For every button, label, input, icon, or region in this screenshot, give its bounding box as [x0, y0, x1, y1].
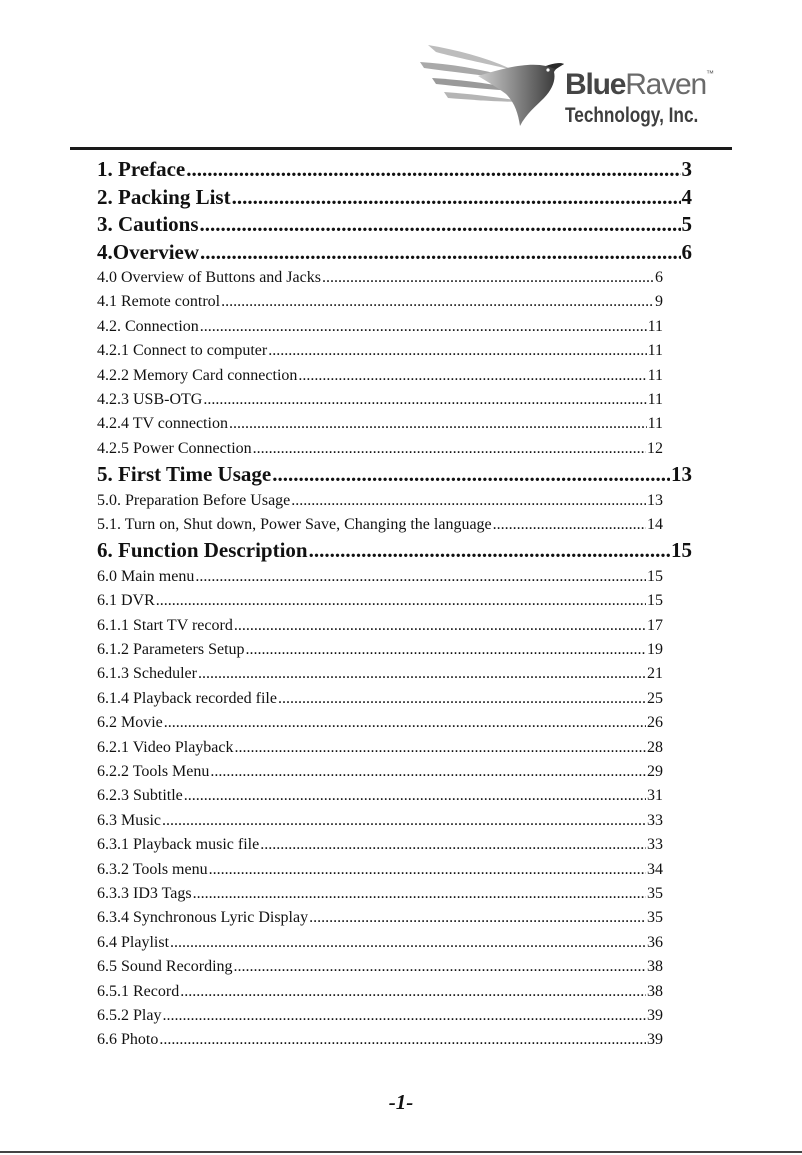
- footer-divider: [0, 1151, 802, 1153]
- toc-leader-dots: [298, 364, 646, 388]
- toc-entry-page: 35: [647, 909, 663, 927]
- toc-entry-title: 6.1.1 Start TV record: [97, 616, 233, 634]
- toc-leader-dots: [180, 980, 646, 1004]
- toc-section-entry[interactable]: [97, 882, 663, 906]
- toc-chapter-entry[interactable]: [97, 239, 692, 267]
- toc-entry-page: 11: [647, 390, 663, 408]
- toc-section-entry[interactable]: [97, 412, 663, 436]
- toc-leader-dots: [234, 955, 646, 979]
- toc-section-entry[interactable]: [97, 980, 663, 1004]
- toc-leader-dots: [162, 1004, 646, 1028]
- toc-entry-title: 6.3.1 Playback music file: [97, 836, 260, 854]
- toc-entry-page: 17: [647, 616, 663, 634]
- toc-leader-dots: [209, 858, 646, 882]
- toc-entry-title: 1. Preface: [97, 157, 186, 181]
- toc-leader-dots: [184, 784, 646, 808]
- toc-entry-page: 38: [647, 958, 663, 976]
- toc-section-entry[interactable]: [97, 315, 663, 339]
- toc-entry-title: 6.5.2 Play: [97, 1006, 162, 1024]
- toc-chapter-entry[interactable]: [97, 156, 692, 184]
- toc-section-entry[interactable]: [97, 711, 663, 735]
- toc-entry-title: 6.5.1 Record: [97, 982, 180, 1000]
- toc-entry-page: 36: [647, 933, 663, 951]
- toc-entry-title: 6.4 Playlist: [97, 933, 170, 951]
- toc-entry-page: 13: [647, 491, 663, 509]
- toc-entry-title: 4.2.4 TV connection: [97, 415, 228, 433]
- toc-entry-page: 15: [647, 592, 663, 610]
- toc-section-entry[interactable]: [97, 931, 663, 955]
- toc-leader-dots: [200, 211, 681, 239]
- toc-entry-page: 11: [647, 415, 663, 433]
- toc-entry-page: 31: [647, 787, 663, 805]
- toc-entry-title: 6.1.2 Parameters Setup: [97, 641, 245, 659]
- toc-entry-page: 39: [647, 1006, 663, 1024]
- toc-section-entry[interactable]: [97, 662, 663, 686]
- page-number: -1-: [388, 1090, 414, 1114]
- toc-section-entry[interactable]: [97, 266, 663, 290]
- toc-entry-page: 33: [647, 811, 663, 829]
- toc-entry-title: 6.6 Photo: [97, 1031, 159, 1049]
- toc-section-entry[interactable]: [97, 760, 663, 784]
- toc-entry-title: 3. Cautions: [97, 212, 199, 236]
- toc-entry-page: 28: [647, 738, 663, 756]
- toc-leader-dots: [195, 565, 646, 589]
- header-divider: [70, 147, 732, 150]
- toc-section-entry[interactable]: [97, 364, 663, 388]
- logo-brand-word2: Raven: [625, 68, 706, 101]
- toc-entry-page: 15: [671, 538, 692, 563]
- toc-leader-dots: [260, 833, 646, 857]
- toc-entry-page: 11: [647, 317, 663, 335]
- company-logo: [418, 40, 738, 135]
- toc-entry-title: 4.Overview: [97, 239, 200, 264]
- toc-leader-dots: [268, 339, 646, 363]
- toc-leader-dots: [203, 388, 646, 412]
- toc-section-entry[interactable]: [97, 489, 663, 513]
- toc-leader-dots: [322, 266, 654, 290]
- toc-entry-title: 6.5 Sound Recording: [97, 958, 233, 976]
- toc-section-entry[interactable]: [97, 1004, 663, 1028]
- table-of-contents: [97, 156, 692, 1053]
- toc-entry-title: 6.2.3 Subtitle: [97, 787, 183, 805]
- toc-entry-page: 5: [681, 212, 692, 236]
- toc-leader-dots: [156, 589, 646, 613]
- toc-entry-title: 4.2.3 USB-OTG: [97, 390, 203, 408]
- toc-section-entry[interactable]: [97, 858, 663, 882]
- toc-entry-title: 4.2.5 Power Connection: [97, 439, 252, 457]
- toc-entry-page: 34: [647, 860, 663, 878]
- logo-brand-word1: Blue: [565, 68, 626, 101]
- toc-section-entry[interactable]: [97, 638, 663, 662]
- toc-entry-page: 21: [647, 665, 663, 683]
- toc-entry-page: 29: [647, 763, 663, 781]
- toc-section-entry[interactable]: [97, 614, 663, 638]
- toc-section-entry[interactable]: [97, 388, 663, 412]
- toc-chapter-entry[interactable]: [97, 537, 692, 565]
- toc-entry-title: 6.1.3 Scheduler: [97, 665, 197, 683]
- toc-leader-dots: [234, 614, 646, 638]
- toc-entry-title: 6. Function Description: [97, 538, 308, 563]
- toc-entry-title: 4.1 Remote control: [97, 293, 221, 311]
- toc-leader-dots: [232, 184, 681, 212]
- toc-entry-page: 25: [647, 689, 663, 707]
- toc-entry-page: 11: [647, 366, 663, 384]
- toc-section-entry[interactable]: [97, 833, 663, 857]
- toc-entry-title: 6.2.1 Video Playback: [97, 738, 234, 756]
- toc-entry-title: 6.3.4 Synchronous Lyric Display: [97, 909, 309, 927]
- toc-leader-dots: [493, 513, 646, 537]
- toc-entry-title: 6.3 Music: [97, 811, 161, 829]
- toc-section-entry[interactable]: [97, 955, 663, 979]
- toc-entry-title: 4.2. Connection: [97, 317, 199, 335]
- toc-leader-dots: [198, 662, 646, 686]
- toc-entry-title: 6.1 DVR: [97, 592, 155, 610]
- toc-leader-dots: [170, 931, 646, 955]
- toc-section-entry[interactable]: [97, 589, 663, 613]
- toc-entry-page: 26: [647, 714, 663, 732]
- toc-leader-dots: [278, 687, 646, 711]
- toc-section-entry[interactable]: [97, 687, 663, 711]
- toc-entry-title: 6.1.4 Playback recorded file: [97, 689, 277, 707]
- toc-section-entry[interactable]: [97, 809, 663, 833]
- toc-leader-dots: [200, 315, 647, 339]
- toc-section-entry[interactable]: [97, 1028, 663, 1052]
- toc-entry-title: 6.0 Main menu: [97, 567, 195, 585]
- toc-entry-title: 5.0. Preparation Before Usage: [97, 491, 291, 509]
- toc-section-entry[interactable]: [97, 906, 663, 930]
- toc-chapter-entry[interactable]: [97, 211, 692, 239]
- toc-leader-dots: [272, 461, 670, 489]
- logo-trademark: ™: [705, 69, 714, 78]
- toc-leader-dots: [246, 638, 646, 662]
- toc-leader-dots: [186, 156, 680, 184]
- toc-entry-title: 5. First Time Usage: [97, 462, 272, 487]
- toc-entry-page: 35: [647, 884, 663, 902]
- toc-entry-page: 9: [655, 293, 663, 311]
- toc-section-entry[interactable]: [97, 513, 663, 537]
- toc-section-entry[interactable]: [97, 290, 663, 314]
- toc-leader-dots: [235, 736, 647, 760]
- toc-entry-title: 6.3.3 ID3 Tags: [97, 884, 192, 902]
- toc-entry-page: 38: [647, 982, 663, 1000]
- toc-entry-page: 13: [671, 462, 692, 487]
- toc-chapter-entry[interactable]: [97, 461, 692, 489]
- toc-entry-title: 6.2 Movie: [97, 714, 163, 732]
- toc-entry-page: 6: [681, 239, 692, 264]
- toc-section-entry[interactable]: [97, 437, 663, 461]
- toc-entry-title: 5.1. Turn on, Shut down, Power Save, Changing the language: [97, 516, 492, 534]
- toc-leader-dots: [200, 239, 680, 267]
- toc-entry-page: 33: [647, 836, 663, 854]
- toc-leader-dots: [291, 489, 646, 513]
- toc-entry-title: 6.3.2 Tools menu: [97, 860, 208, 878]
- toc-entry-page: 11: [647, 342, 663, 360]
- toc-entry-title: 4.2.2 Memory Card connection: [97, 366, 298, 384]
- logo-subtitle: Technology, Inc.: [565, 104, 699, 127]
- toc-entry-page: 39: [647, 1031, 663, 1049]
- toc-entry-page: 15: [647, 567, 663, 585]
- toc-leader-dots: [162, 809, 646, 833]
- toc-entry-page: 3: [681, 157, 692, 181]
- toc-entry-page: 12: [647, 439, 663, 457]
- toc-leader-dots: [253, 437, 646, 461]
- toc-leader-dots: [193, 882, 646, 906]
- toc-section-entry[interactable]: [97, 565, 663, 589]
- toc-leader-dots: [164, 711, 646, 735]
- toc-leader-dots: [309, 906, 646, 930]
- toc-entry-title: 4.2.1 Connect to computer: [97, 342, 268, 360]
- toc-leader-dots: [210, 760, 646, 784]
- raven-logo-icon: [418, 40, 568, 135]
- toc-leader-dots: [229, 412, 647, 436]
- logo-brand-name: [565, 70, 714, 100]
- toc-entry-page: 4: [681, 184, 692, 209]
- toc-section-entry[interactable]: [97, 784, 663, 808]
- toc-entry-title: 2. Packing List: [97, 184, 231, 209]
- toc-leader-dots: [221, 290, 654, 314]
- toc-entry-title: 6.2.2 Tools Menu: [97, 763, 210, 781]
- toc-section-entry[interactable]: [97, 736, 663, 760]
- toc-entry-page: 14: [647, 516, 663, 534]
- toc-leader-dots: [159, 1028, 646, 1052]
- toc-leader-dots: [309, 537, 670, 565]
- toc-entry-title: 4.0 Overview of Buttons and Jacks: [97, 269, 321, 286]
- toc-entry-page: 6: [655, 269, 663, 286]
- toc-chapter-entry[interactable]: [97, 184, 692, 212]
- toc-entry-page: 19: [647, 641, 663, 659]
- toc-section-entry[interactable]: [97, 339, 663, 363]
